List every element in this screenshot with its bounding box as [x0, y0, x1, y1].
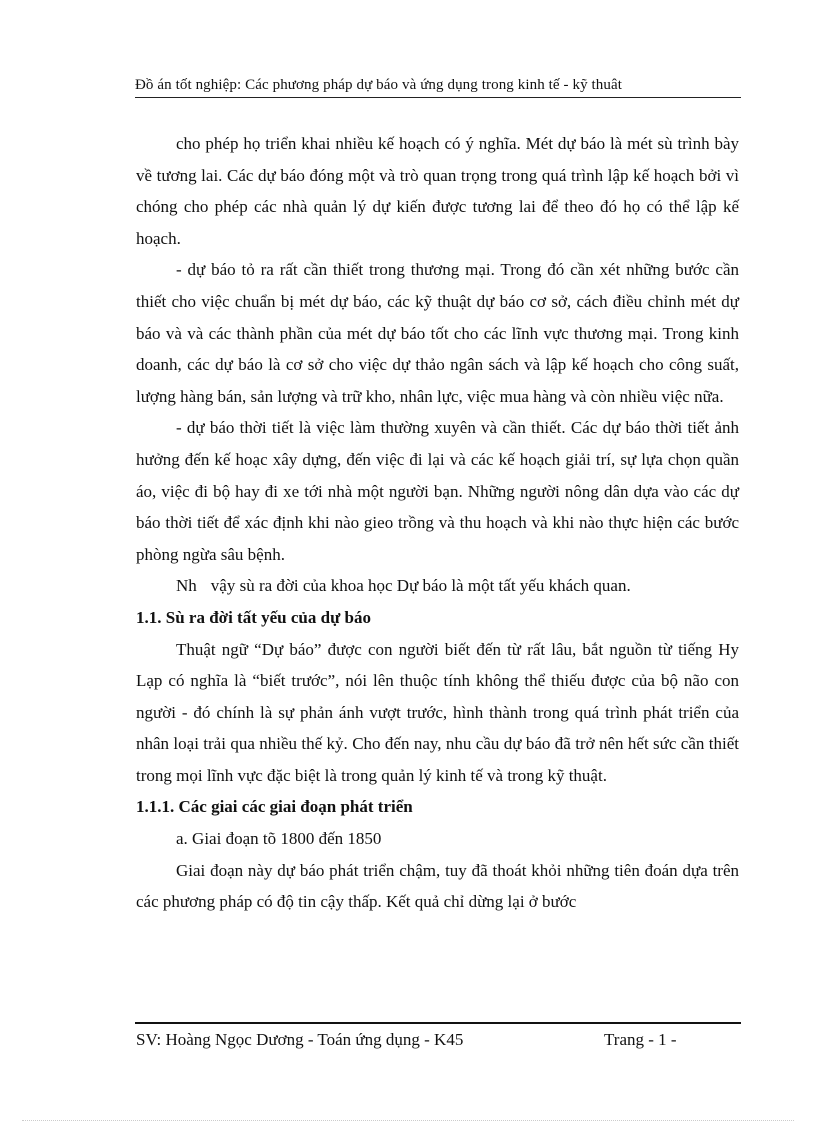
paragraph-6: Giai đoạn này dự báo phát triển chậm, tuy đã thoát khỏi những tiên đoán dựa trên các phương pháp có độ tin cậy thấp. Kết quả chỉ dừng lại ở bước	[136, 860, 739, 912]
paragraph-4	[136, 570, 739, 602]
paragraph-2: - dự báo tỏ ra rất cần thiết trong thương mại. Trong đó cần xét những bước cần thiết cho việc chuẩn bị mét dự báo, các kỹ thuật dự báo cơ sở, cách điều chỉnh mét dự báo và và các thành phần của mét dự báo tốt cho các lĩnh vực thương mại. Trong kinh doanh, các dự báo là cơ sở cho việc dự thảo ngân sách và lập kế hoạch cho công suất, lượng hàng bán, sản lượng và trữ kho, nhân lực, việc mua hàng và còn nhiều việc nữa.	[136, 260, 739, 406]
footer-divider	[135, 1022, 741, 1024]
page-header-title: Đồ án tốt nghiệp: Các phương pháp dự báo và ứng dụng trong kinh tế - kỹ thuât	[135, 77, 623, 93]
footer-author: SV: Hoàng Ngọc Dương - Toán ứng dụng - K45	[136, 1030, 464, 1049]
paragraph-4-start: Nh	[176, 576, 197, 596]
page-bottom-edge	[22, 1120, 794, 1121]
footer-page-number: Trang - 1 -	[604, 1030, 677, 1049]
paragraph-1: cho phép họ triển khai nhiều kế hoạch có ý nghĩa. Mét dự báo là mét sù trình bày về tương lai. Các dự báo đóng một và trò quan trọng trong quá trình lập kế hoạch bởi vì chóng cho phép các nhà quản lý dự kiến được tương lai để theo đó họ có thể lập kế hoạch.	[136, 134, 739, 248]
header-divider	[135, 97, 741, 98]
document-body	[136, 128, 739, 918]
paragraph-5: Thuật ngữ “Dự báo” được con người biết đến từ rất lâu, bắt nguồn từ tiếng Hy Lạp có nghĩa là “biết trước”, nói lên thuộc tính không thể thiếu được của bộ não con người - đó chính là sự phản ánh vượt trước, hình thành trong quá trình phát triển của nhân loại trải qua nhiều thế kỷ. Cho đến nay, nhu cầu dự báo đã trở nên hết sức cần thiết trong mọi lĩnh vực đặc biệt là trong quản lý kinh tế và trong kỹ thuật.	[136, 639, 739, 785]
subheading-a: a. Giai đoạn tõ 1800 đến 1850	[176, 829, 382, 849]
section-heading-1-1: 1.1. Sù ra đời tất yếu của dự báo	[136, 607, 371, 627]
paragraph-3: - dự báo thời tiết là việc làm thường xuyên và cần thiết. Các dự báo thời tiết ảnh hưởng đến kế hoạc xây dựng, đến việc đi lại và các kế hoạch giải trí, sự lựa chọn quần áo, việc đi bộ hay đi xe tới nhà một người bạn. Những người nông dân dựa vào các dự báo thời tiết để xác định khi nào gieo trồng và thu hoạch và khi nào thực hiện các bước phòng ngừa sâu bệnh.	[136, 418, 739, 564]
section-heading-1-1-1: 1.1.1. Các giai các giai đoạn phát triển	[136, 797, 413, 817]
paragraph-4-rest: vậy sù ra đời của khoa học Dự báo là một tất yếu khách quan.	[210, 576, 631, 596]
